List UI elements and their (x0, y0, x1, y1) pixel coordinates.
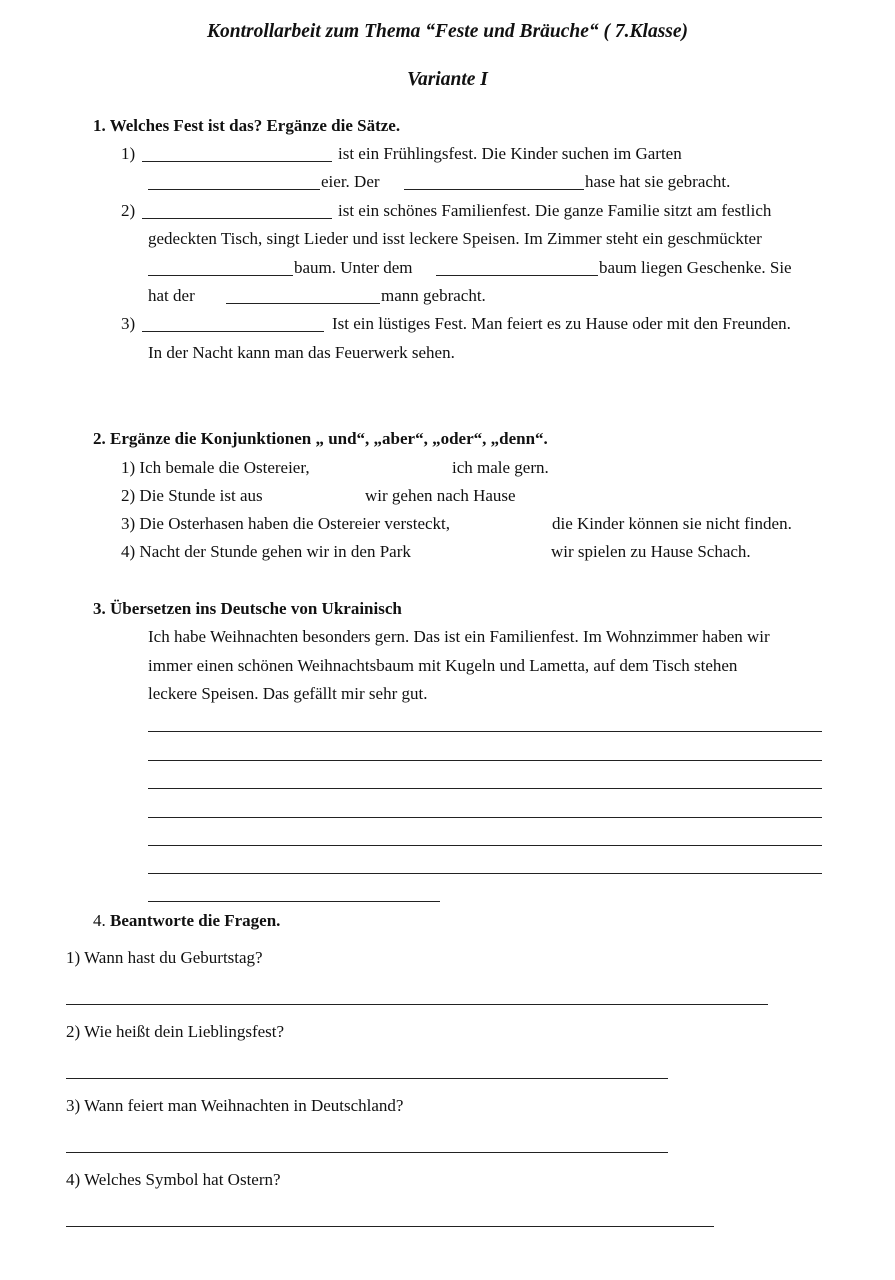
task3-answer-line[interactable] (148, 760, 822, 761)
task3-answer-line[interactable] (148, 845, 822, 846)
task4-answer-line-3[interactable] (66, 1152, 668, 1153)
task4-question-4: 4) Welches Symbol hat Ostern? (66, 1170, 281, 1189)
task1-item2-text-b: gedeckten Tisch, singt Lieder und isst leckere Speisen. Im Zimmer steht ein geschmückter (148, 229, 762, 248)
task1-item1-number: 1) (121, 144, 136, 163)
task1-item1-text-b: eier. Der (321, 172, 380, 191)
task3-answer-line[interactable] (148, 901, 440, 902)
task4-heading (93, 911, 280, 931)
task1-heading: 1. Welches Fest ist das? Ergänze die Sätze. (93, 116, 401, 135)
task2-row2-right: wir gehen nach Hause (365, 486, 516, 505)
task1-item2-blank3[interactable] (436, 275, 598, 276)
task2-row3-right: die Kinder können sie nicht finden. (552, 514, 792, 533)
task4-question-1: 1) Wann hast du Geburtstag? (66, 948, 263, 967)
task3-answer-line[interactable] (148, 731, 822, 732)
task1-item3-text-b: In der Nacht kann man das Feuerwerk sehen. (148, 343, 455, 362)
worksheet-title: Kontrollarbeit zum Thema “Feste und Bräuche“ ( 7.Klasse) (206, 21, 689, 42)
task3-answer-line[interactable] (148, 788, 822, 789)
task1-item1-text-a: ist ein Frühlingsfest. Die Kinder suchen im Garten (338, 144, 682, 163)
task1-item2-blank4[interactable] (226, 303, 380, 304)
task3-answer-line[interactable] (148, 817, 822, 818)
task3-text-line3: leckere Speisen. Das gefällt mir sehr gut. (148, 684, 428, 703)
task1-item2-number: 2) (121, 201, 136, 220)
variant-label: Variante I (407, 69, 488, 90)
task4-number: 4. (93, 911, 106, 930)
task4-question-2: 2) Wie heißt dein Lieblingsfest? (66, 1022, 285, 1041)
task2-row4-right: wir spielen zu Hause Schach. (551, 542, 751, 561)
task4-question-3: 3) Wann feiert man Weihnachten in Deutschland? (66, 1096, 404, 1115)
task1-item3-number: 3) (121, 314, 136, 333)
task2-row3-left: 3) Die Osterhasen haben die Ostereier versteckt, (121, 514, 451, 533)
task2-row1-left: 1) Ich bemale die Ostereier, (121, 458, 310, 477)
task1-item2-text-c: baum. Unter dem (294, 258, 413, 277)
task3-text-line2: immer einen schönen Weihnachtsbaum mit Kugeln und Lametta, auf dem Tisch stehen (148, 656, 738, 675)
task4-answer-line-2[interactable] (66, 1078, 668, 1079)
task1-item2-text-a: ist ein schönes Familienfest. Die ganze Familie sitzt am festlich (338, 201, 772, 220)
task1-item1-blank2[interactable] (148, 189, 320, 190)
task1-item2-text-d: baum liegen Geschenke. Sie (599, 258, 792, 277)
task1-item2-text-e: hat der (148, 286, 195, 305)
task1-item1-blank1[interactable] (142, 161, 332, 162)
task2-row2-left: 2) Die Stunde ist aus (121, 486, 263, 505)
task1-item1-blank3[interactable] (404, 189, 584, 190)
task1-item2-text-f: mann gebracht. (381, 286, 486, 305)
task1-item2-blank1[interactable] (142, 218, 332, 219)
task4-heading-text: Beantworte die Fragen. (110, 911, 281, 930)
task4-answer-line-1[interactable] (66, 1004, 768, 1005)
task1-item3-blank1[interactable] (142, 331, 324, 332)
task1-item2-blank2[interactable] (148, 275, 293, 276)
task2-row4-left: 4) Nacht der Stunde gehen wir in den Park (121, 542, 411, 561)
task3-text-line1: Ich habe Weihnachten besonders gern. Das ist ein Familienfest. Im Wohnzimmer haben wir (148, 627, 770, 646)
task2-row1-right: ich male gern. (452, 458, 549, 477)
task4-answer-line-4[interactable] (66, 1226, 714, 1227)
task2-heading: 2. Ergänze die Konjunktionen „ und“, „aber“, „oder“, „denn“. (93, 429, 548, 448)
task1-item1-text-c: hase hat sie gebracht. (585, 172, 731, 191)
task1-item3-text-a: Ist ein lüstiges Fest. Man feiert es zu Hause oder mit den Freunden. (332, 314, 791, 333)
task3-answer-line[interactable] (148, 873, 822, 874)
task3-heading: 3. Übersetzen ins Deutsche von Ukrainisch (93, 599, 402, 618)
